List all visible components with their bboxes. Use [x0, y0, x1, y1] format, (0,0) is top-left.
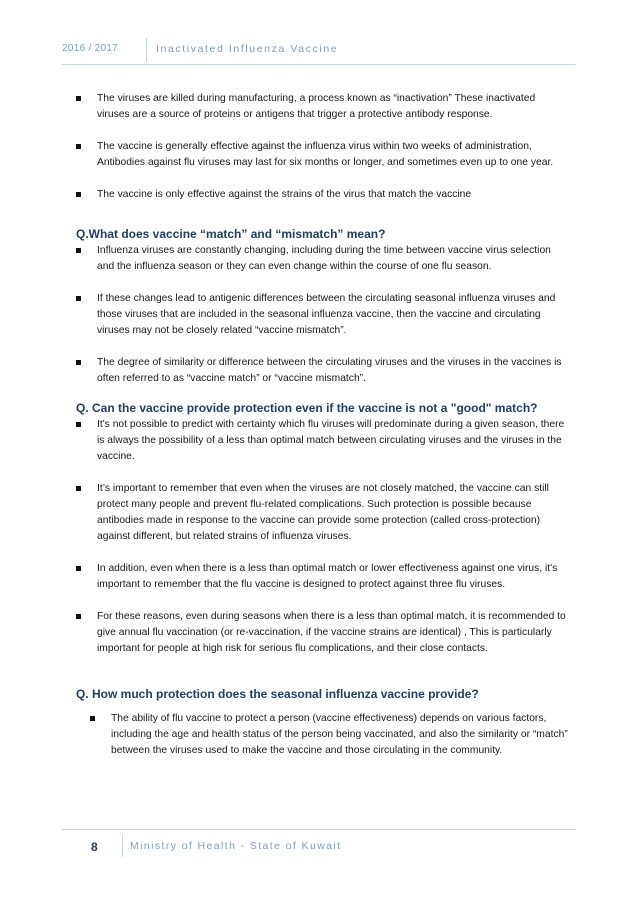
square-bullet-icon	[76, 360, 81, 365]
square-bullet-icon	[90, 716, 95, 721]
bullet-item: The vaccine is only effective against the strains of the virus that match the vaccine	[76, 187, 568, 203]
square-bullet-icon	[76, 144, 81, 149]
bullet-item: For these reasons, even during seasons when there is a less than optimal match, it is recommended to give annual flu vaccination (or re-vaccination, if the vaccine strains are identical) , This is particularly important for people at high risk for serious flu complications, and their close contacts.	[76, 609, 568, 657]
page-content	[76, 91, 568, 759]
section-heading-effectiveness: Q. How much protection does the seasonal influenza vaccine provide?	[76, 687, 479, 701]
bullet-item: It's not possible to predict with certainty which flu viruses will predominate during a given season, there is always the possibility of a less than optimal match between circulating viruses and the viruses in the vaccine.	[76, 417, 568, 465]
square-bullet-icon	[76, 96, 81, 101]
square-bullet-icon	[76, 192, 81, 197]
page-number: 8	[91, 840, 98, 854]
header-rule	[62, 64, 576, 65]
header-title: Inactivated Influenza Vaccine	[156, 43, 339, 55]
bullet-item: The vaccine is generally effective against the influenza virus within two weeks of administration, Antibodies against flu viruses may last for six months or longer, and sometimes even up to one year.	[76, 139, 568, 171]
bullet-item: The ability of flu vaccine to protect a person (vaccine effectiveness) depends on various factors, including the age and health status of the person being vaccinated, and also the similarity or “match” between the viruses used to make the vaccine and those circulating in the community.	[90, 711, 568, 759]
section-heading-match: Q.What does vaccine “match” and “mismatch” mean?	[76, 227, 386, 241]
header-year: 2016 / 2017	[62, 43, 119, 54]
bullet-item: Influenza viruses are constantly changing, including during the time between vaccine virus selection and the influenza season or they can even change within the course of one flu season.	[76, 243, 568, 275]
square-bullet-icon	[76, 566, 81, 571]
section-heading-protection: Q. Can the vaccine provide protection even if the vaccine is not a "good" match?	[76, 401, 538, 415]
square-bullet-icon	[76, 248, 81, 253]
square-bullet-icon	[76, 422, 81, 427]
bullet-item: It’s important to remember that even when the viruses are not closely matched, the vaccine can still protect many people and prevent flu-related complications. Such protection is possible because antibodies made in response to the vaccine can provide some protection (called cross-protection) against different, but related strains of influenza viruses.	[76, 481, 568, 545]
bullet-item: If these changes lead to antigenic differences between the circulating seasonal influenza viruses and those viruses that are included in the seasonal influenza vaccine, then the vaccine and circulating viruses may not be closely related “vaccine mismatch”.	[76, 291, 568, 339]
square-bullet-icon	[76, 486, 81, 491]
bullet-item: The degree of similarity or difference between the circulating viruses and the viruses in the vaccines is often referred to as “vaccine match” or “vaccine mismatch”.	[76, 355, 568, 387]
page-footer	[62, 829, 576, 869]
square-bullet-icon	[76, 614, 81, 619]
page-header	[62, 38, 576, 64]
footer-text: Ministry of Health - State of Kuwait	[130, 840, 342, 852]
bullet-item: The viruses are killed during manufacturing, a process known as “inactivation” These inactivated viruses are a source of proteins or antigens that trigger a protective antibody response.	[76, 91, 568, 123]
footer-divider	[122, 835, 123, 857]
bullet-item: In addition, even when there is a less than optimal match or lower effectiveness against one virus, it's important to remember that the flu vaccine is designed to protect against three flu viruses.	[76, 561, 568, 593]
square-bullet-icon	[76, 296, 81, 301]
header-divider	[146, 38, 147, 62]
footer-rule	[62, 829, 576, 830]
